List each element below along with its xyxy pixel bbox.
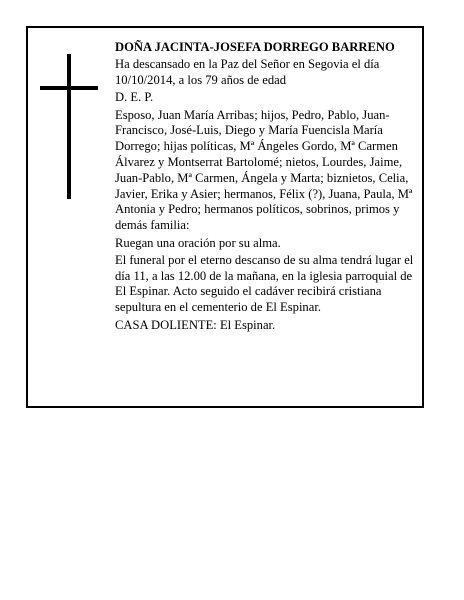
family-list: Esposo, Juan María Arribas; hijos, Pedro, Pablo, Juan-Francisco, José-Luis, Diego y María Fuencisla María Dorrego; hijas políticas, Mª Ángeles Gordo, Mª Carmen Álvarez y Montserrat Bartolomé; nietos, Lourdes, Jaime, Juan-Pablo, Mª Carmen, Ángela y Marta; biznietos, Celia, Javier, Erika y Asier; hermanos, Félix (?), Juana, Paula, Mª Antonia y Pedro; hermanos políticos, sobrinos, primos y demás familia:	[115, 107, 413, 233]
rest-in-peace: D. E. P.	[115, 90, 154, 105]
obituary-text	[115, 40, 421, 335]
deceased-name: DOÑA JACINTA-JOSEFA DORREGO BARRENO	[115, 40, 395, 54]
cross-vertical-bar	[67, 54, 71, 199]
mourning-house: CASA DOLIENTE: El Espinar.	[115, 317, 276, 332]
funeral-details: El funeral por el eterno descanso de su alma tendrá lugar el día 11, a las 12.00 de la mañana, en la iglesia parroquial de El Espinar. Acto seguido el cadáver recibirá cristiana sepultura en el cementerio de El Espinar.	[115, 252, 414, 315]
prayer-request: Ruegan una oración por su alma.	[115, 235, 281, 250]
obituary-notice	[26, 26, 424, 408]
cross-horizontal-bar	[40, 86, 98, 90]
latin-cross-icon	[40, 54, 98, 199]
death-announcement: Ha descansado en la Paz del Señor en Segovia el día 10/10/2014, a los 79 años de edad	[115, 57, 380, 88]
